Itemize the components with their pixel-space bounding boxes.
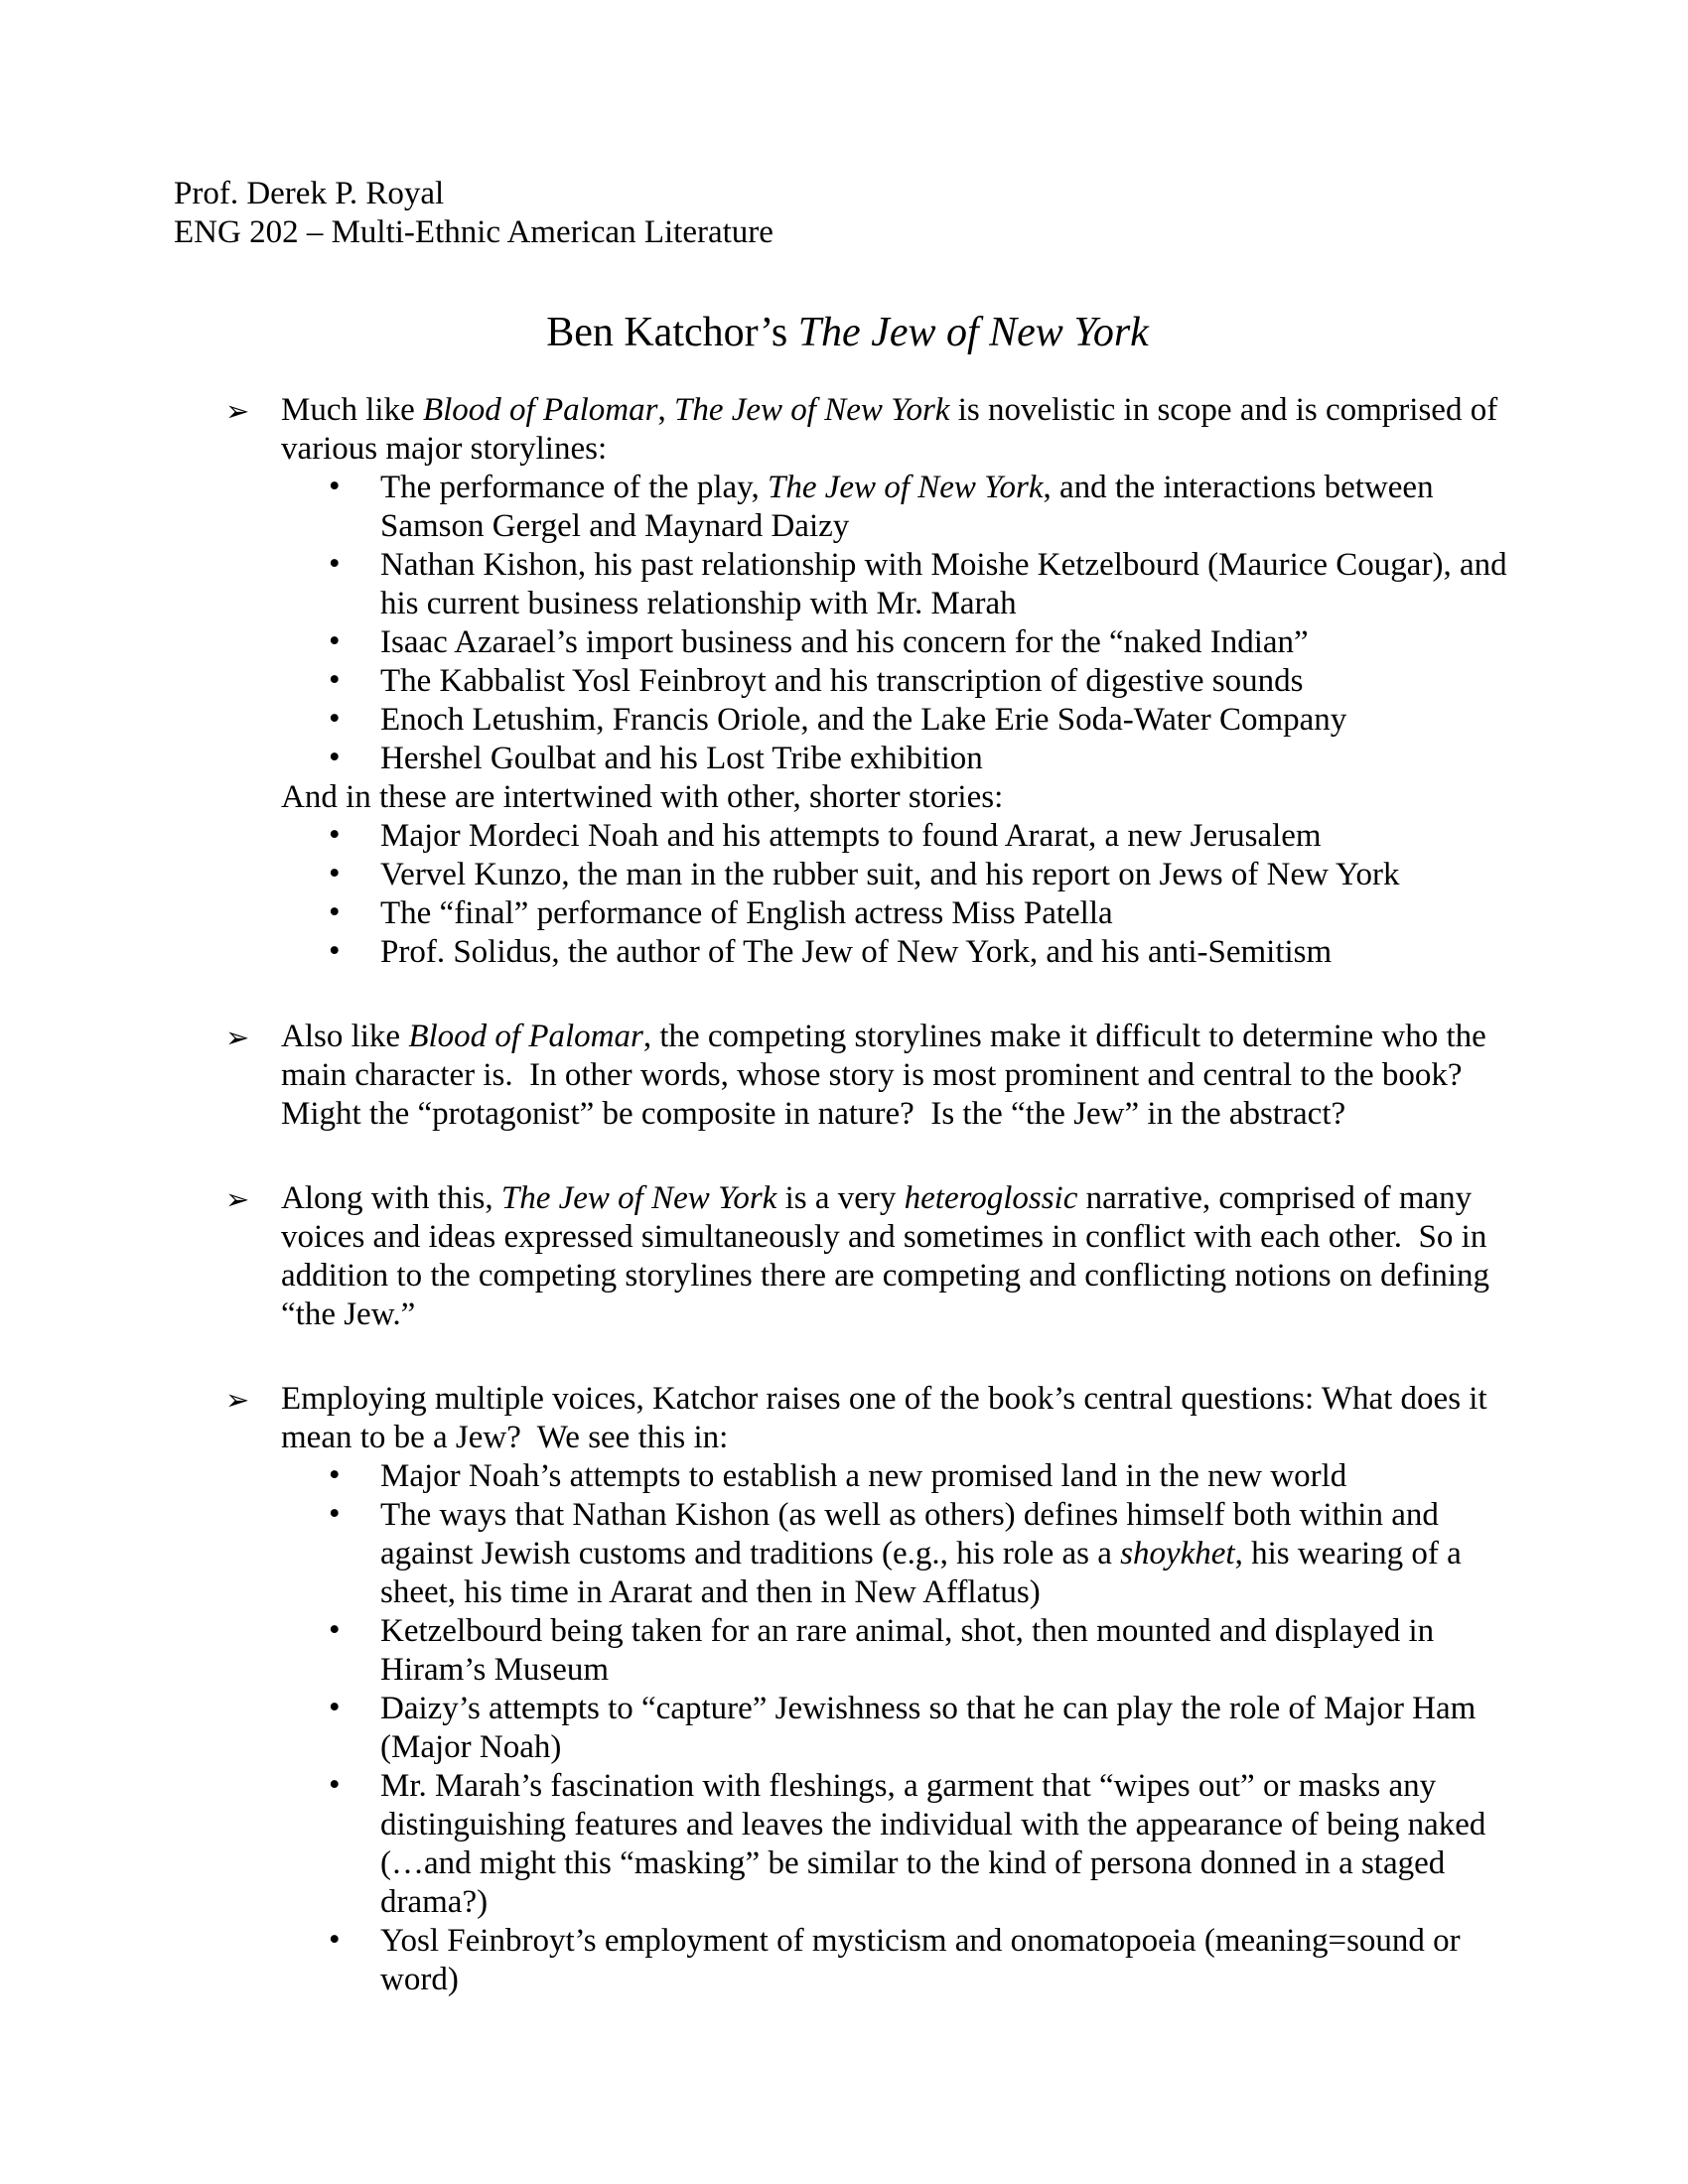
list-item-text: Daizy’s attempts to “capture” Jewishness so that he can play the role of Major Ham (Major Noah) — [380, 1691, 1484, 1765]
bullet-icon: • — [329, 894, 341, 930]
bullet-icon: • — [329, 701, 341, 737]
list-item — [174, 1457, 1521, 1496]
outline-section — [174, 1018, 1521, 1134]
interlude-text: And in these are intertwined with other, shorter stories: — [281, 779, 1004, 815]
section-intro-text: Also like Blood of Palomar, the competing storylines make it difficult to determine who the main character is. In other words, whose story is most prominent and central to the book? Might the “protagonist” be composite in nature? Is the “the Jew” in the abstract? — [281, 1019, 1495, 1132]
bullet-icon: • — [329, 1690, 341, 1725]
list-item-text: Mr. Marah’s fascination with fleshings, a garment that “wipes out” or masks any distinguishing features and leaves the individual with the appearance of being naked (…and might this “masking” be similar to the kind of persona donned in a staged drama?) — [380, 1768, 1494, 1920]
notes-outline — [174, 391, 1521, 1999]
outline-item — [174, 1380, 1521, 1457]
outline-section — [174, 1179, 1521, 1334]
outline-item — [174, 1018, 1521, 1134]
list-item-text: The ways that Nathan Kishon (as well as others) defines himself both within and against Jewish customs and traditions (e.g., his role as a shoykhet, his wearing of a sheet, his time in Ararat and then in New Afflatus) — [380, 1497, 1471, 1610]
list-item — [174, 1690, 1521, 1767]
list-item-text: Major Noah’s attempts to establish a new promised land in the new world — [380, 1458, 1347, 1494]
list-item-text: Ketzelbourd being taken for an rare animal, shot, then mounted and displayed in Hiram’s Museum — [380, 1613, 1443, 1688]
list-item — [174, 817, 1521, 856]
list-item-text: Isaac Azarael’s import business and his concern for the “naked Indian” — [380, 624, 1309, 660]
outline-item — [174, 1179, 1521, 1334]
list-item-text: Vervel Kunzo, the man in the rubber suit, and his report on Jews of New York — [380, 857, 1400, 892]
list-item-text: Enoch Letushim, Francis Oriole, and the Lake Erie Soda-Water Company — [380, 702, 1347, 738]
section-intro-text: Along with this, The Jew of New York is a very heteroglossic narrative, comprised of many voices and ideas expressed simultaneously and sometimes in conflict with each other. So in addition to the competing storylines there are competing and conflicting notions on defining “the Jew.” — [281, 1180, 1498, 1332]
arrow-bullet-icon: ➢ — [225, 1021, 250, 1054]
list-item — [174, 856, 1521, 894]
list-item-text: The “final” performance of English actress Miss Patella — [380, 895, 1113, 931]
bullet-icon: • — [329, 817, 341, 853]
list-item — [174, 623, 1521, 662]
list-item-text: The Kabbalist Yosl Feinbroyt and his transcription of digestive sounds — [380, 663, 1304, 699]
arrow-bullet-icon: ➢ — [225, 1383, 250, 1417]
list-item — [174, 1496, 1521, 1612]
document-title: Ben Katchor’s The Jew of New York — [546, 310, 1149, 355]
arrow-bullet-icon: ➢ — [225, 394, 250, 428]
arrow-bullet-icon: ➢ — [225, 1182, 250, 1216]
bullet-icon: • — [329, 1457, 341, 1493]
list-item-text: Nathan Kishon, his past relationship with Moishe Ketzelbourd (Maurice Cougar), and his current business relationship with Mr. Marah — [380, 547, 1515, 621]
bullet-icon: • — [329, 1767, 341, 1803]
bullet-icon: • — [329, 856, 341, 891]
bullet-icon: • — [329, 1922, 341, 1958]
outline-section — [174, 391, 1521, 972]
bullet-icon: • — [329, 662, 341, 698]
bullet-icon: • — [329, 469, 341, 504]
bullet-icon: • — [329, 1496, 341, 1532]
list-item-text: Major Mordeci Noah and his attempts to found Ararat, a new Jerusalem — [380, 818, 1322, 854]
outline-section — [174, 1380, 1521, 1999]
course-name: ENG 202 – Multi-Ethnic American Literature — [174, 214, 774, 250]
list-item — [174, 1612, 1521, 1690]
bullet-icon: • — [329, 546, 341, 582]
list-item — [174, 469, 1521, 546]
list-item-text: The performance of the play, The Jew of New York, and the interactions between Samson Gergel and Maynard Daizy — [380, 470, 1442, 544]
bullet-icon: • — [329, 933, 341, 969]
list-item — [174, 933, 1521, 972]
list-item — [174, 1767, 1521, 1922]
list-item-text: Hershel Goulbat and his Lost Tribe exhibition — [380, 741, 983, 776]
list-item — [174, 546, 1521, 623]
list-item — [174, 740, 1521, 778]
bullet-icon: • — [329, 623, 341, 659]
list-item — [174, 1922, 1521, 1999]
bullet-icon: • — [329, 740, 341, 775]
section-intro-text: Much like Blood of Palomar, The Jew of New York is novelistic in scope and is comprised of various major storylines: — [281, 392, 1506, 467]
course-header — [174, 175, 1521, 252]
list-item — [174, 894, 1521, 933]
list-item-text: Yosl Feinbroyt’s employment of mysticism and onomatopoeia (meaning=sound or word) — [380, 1923, 1469, 1997]
professor-name: Prof. Derek P. Royal — [174, 176, 445, 211]
section-intro-text: Employing multiple voices, Katchor raises one of the book’s central questions: What does it mean to be a Jew? We see this in: — [281, 1381, 1495, 1455]
bullet-icon: • — [329, 1612, 341, 1648]
outline-item — [174, 391, 1521, 469]
list-item — [174, 662, 1521, 701]
list-item — [174, 701, 1521, 740]
list-item-text: Prof. Solidus, the author of The Jew of New York, and his anti-Semitism — [380, 934, 1333, 970]
